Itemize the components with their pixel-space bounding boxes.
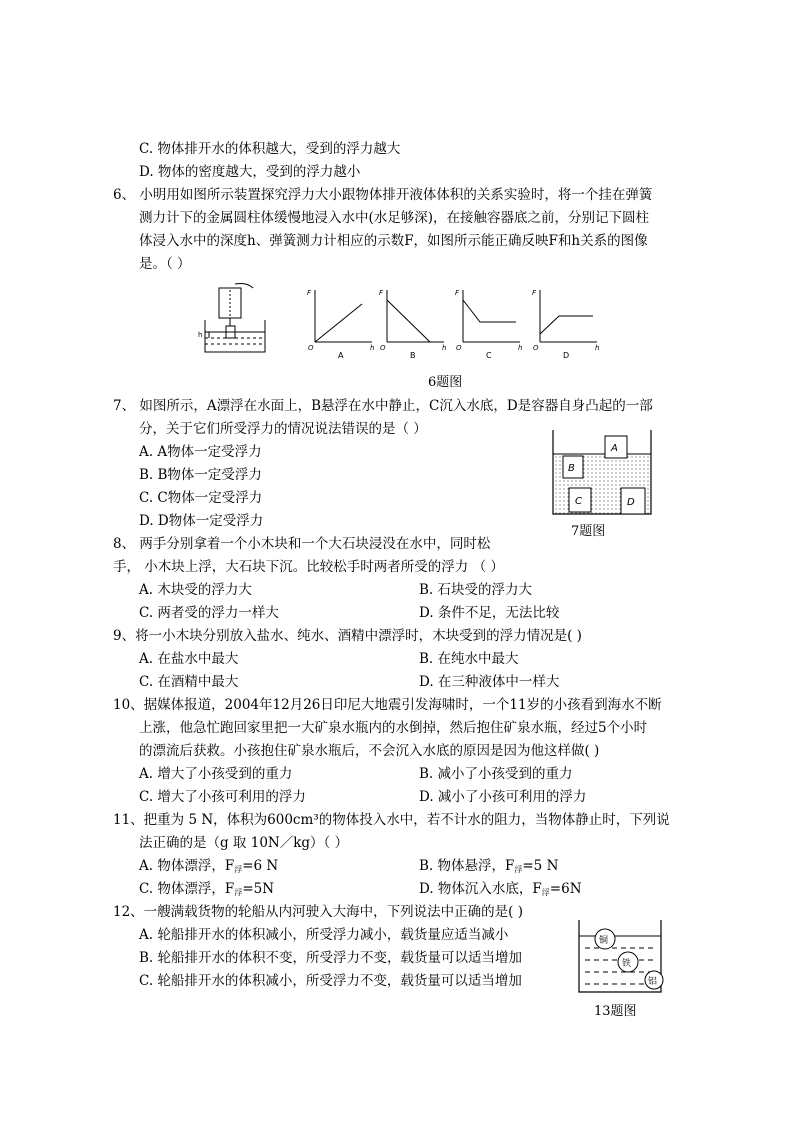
- q10-option-c: C. 增大了小孩可利用的浮力: [139, 789, 306, 805]
- q8-stem-line2: 手， 小木块上浮，大石块下沉。比较松手时两者所受的浮力 （ ）: [113, 559, 504, 575]
- q11-stem-line2: 法正确的是（g 取 10N／kg）（ ）: [139, 835, 349, 851]
- graph-a-f-axis: F: [307, 289, 312, 297]
- q9-option-b: B. 在纯水中最大: [419, 651, 519, 667]
- q9-stem: 9、将一小木块分别放入盐水、纯水、酒精中漂浮时，木块受到的浮力情况是( ): [113, 628, 582, 644]
- q7-stem-line1: 7、 如图所示，A漂浮在水面上，B悬浮在水中静止，C沉入水底，D是容器自身凸起的一部: [113, 398, 653, 414]
- block-a-label: A: [611, 443, 618, 454]
- q11-option-c: C. 物体漂浮，$F_浮=5N$: [139, 881, 275, 897]
- q7-figure: [547, 428, 657, 520]
- graph-b: [379, 289, 446, 360]
- q10-stem-line2: 上涨，他急忙跑回家里把一大矿泉水瓶内的水倒掉，然后抱住矿泉水瓶，经过5个小时: [139, 720, 648, 736]
- graph-c-f-axis: F: [455, 289, 460, 297]
- q12-option-c: C. 轮船排开水的体积减小，所受浮力不变，载货量可以适当增加: [139, 973, 522, 989]
- q6-figure-caption: 6题图: [428, 375, 463, 390]
- q13-figure-caption: 13题图: [594, 1004, 637, 1019]
- q6-stem-line1: 6、 小明用如图所示装置探究浮力大小跟物体排开液体体积的关系实验时，将一个挂在弹簧: [113, 187, 653, 203]
- q8-option-b: B. 石块受的浮力大: [419, 582, 533, 598]
- graph-a-origin: O: [308, 344, 314, 352]
- q8-option-c: C. 两者受的浮力一样大: [139, 605, 279, 621]
- block-b-label: B: [568, 463, 575, 474]
- graph-b-origin: O: [380, 344, 386, 352]
- q12-option-b: B. 轮船排开水的体积不变，所受浮力不变，载货量可以适当增加: [139, 950, 523, 966]
- graph-c-label: C: [486, 351, 492, 360]
- q6-figure: [195, 282, 615, 372]
- graph-d-f-axis: F: [532, 289, 537, 297]
- q11-option-d: D. 物体沉入水底，$F_浮=6N$: [419, 881, 582, 897]
- q8-option-a: A. 木块受的浮力大: [139, 582, 252, 598]
- q7-option-d: D. D物体一定受浮力: [139, 513, 264, 529]
- q10-stem-line3: 的漂流后获救。小孩抱住矿泉水瓶后，不会沉入水底的原因是因为他这样做( ): [139, 743, 600, 759]
- q10-option-d: D. 减小了小孩可利用的浮力: [419, 789, 587, 805]
- q12-stem: 12、一艘满载货物的轮船从内河驶入大海中，下列说法中正确的是( ): [113, 904, 524, 920]
- graph-d-label: D: [563, 351, 570, 360]
- aluminum-ball-label: 铝: [648, 977, 658, 987]
- copper-ball-label: 铜: [599, 936, 609, 946]
- q6-stem-line2: 测力计下的金属圆柱体缓慢地浸入水中(水足够深)，在接触容器底之前，分别记下圆柱: [139, 210, 650, 226]
- q6-stem-line3: 体浸入水中的深度h、弹簧测力计相应的示数F，如图所示能正确反映F和h关系的图像: [139, 233, 648, 249]
- q7-option-a: A. A物体一定受浮力: [139, 444, 262, 460]
- q11-stem-line1: 11、把重为 5 N，体积为600cm³的物体投入水中，若不计水的阻力，当物体静止时，下列说: [113, 812, 670, 828]
- q9-option-c: C. 在酒精中最大: [139, 674, 239, 690]
- q7-stem-line2: 分，关于它们所受浮力的情况说法错误的是（ ）: [139, 421, 427, 437]
- graph-a: [307, 289, 374, 360]
- graph-c-origin: O: [456, 344, 462, 352]
- h-label: h: [198, 331, 203, 339]
- q5-option-c: C. 物体排开水的体积越大，受到的浮力越大: [139, 141, 401, 157]
- q10-stem-line1: 10、据媒体报道，2004年12月26日印尼大地震引发海啸时，一个11岁的小孩看到海水不断: [113, 697, 662, 713]
- q11-option-a: A. 物体漂浮，$F_浮=6$ N: [139, 858, 279, 874]
- graph-c: [455, 289, 522, 360]
- graph-b-f-axis: F: [379, 289, 384, 297]
- graph-a-h-axis: h: [370, 344, 375, 352]
- q8-option-d: D. 条件不足，无法比较: [419, 605, 560, 621]
- q10-option-a: A. 增大了小孩受到的重力: [139, 766, 293, 782]
- q13-figure: [575, 918, 665, 996]
- q7-figure-caption: 7题图: [571, 524, 606, 539]
- q11-option-b: B. 物体悬浮，$F_浮=5$ N: [419, 858, 559, 874]
- q7-option-b: B. B物体一定受浮力: [139, 467, 262, 483]
- q12-option-a: A. 轮船排开水的体积减小，所受浮力减小，载货量应适当减小: [139, 927, 509, 943]
- q9-option-a: A. 在盐水中最大: [139, 651, 239, 667]
- graph-d-h-axis: h: [595, 344, 600, 352]
- block-c-label: C: [575, 496, 582, 507]
- q9-option-d: D. 在三种液体中一样大: [419, 674, 560, 690]
- graph-b-label: B: [410, 351, 416, 360]
- q6-stem-line4: 是。（ ）: [139, 256, 191, 272]
- iron-ball-label: 铁: [622, 959, 632, 969]
- q10-option-b: B. 减小了小孩受到的重力: [419, 766, 573, 782]
- graph-c-h-axis: h: [518, 344, 523, 352]
- q7-option-c: C. C物体一定受浮力: [139, 490, 263, 506]
- block-d-label: D: [627, 497, 635, 508]
- graph-d-origin: O: [533, 344, 539, 352]
- graph-b-h-axis: h: [442, 344, 447, 352]
- q5-option-d: D. 物体的密度越大，受到的浮力越小: [139, 164, 361, 180]
- q8-stem-line1: 8、 两手分别拿着一个小木块和一个大石块浸没在水中，同时松: [113, 536, 491, 552]
- spring-scale-apparatus: [198, 284, 265, 353]
- graph-a-label: A: [338, 351, 344, 360]
- graph-d: [532, 289, 599, 360]
